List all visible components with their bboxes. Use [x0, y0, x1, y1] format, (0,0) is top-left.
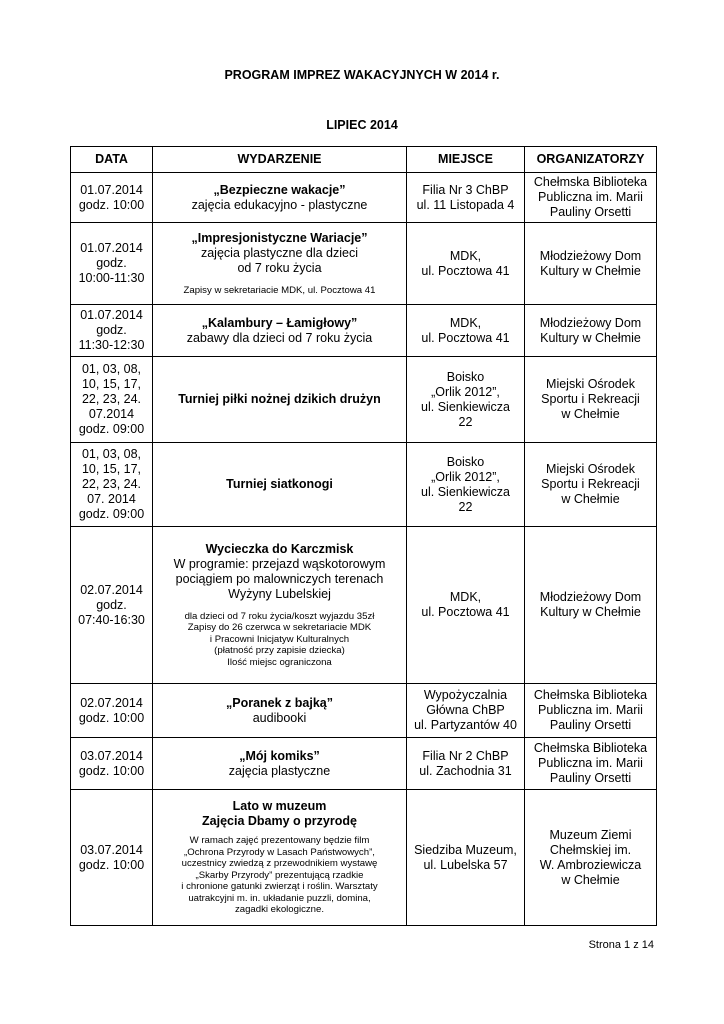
event-note: „Skarby Przyrody” prezentującą rzadkie	[195, 869, 364, 881]
event-note: zagadki ekologiczne.	[234, 904, 325, 916]
organizer-line: Pauliny Orsetti	[549, 771, 632, 785]
cell-place	[407, 443, 525, 527]
place-line: Siedziba Muzeum,	[414, 842, 517, 857]
event-note: dla dzieci od 7 roku życia/koszt wyjazdu 35zł	[184, 610, 375, 622]
place-line: ul. Sienkiewicza	[421, 399, 510, 414]
spacer	[156, 602, 403, 611]
place-line: ul. Pocztowa 41	[421, 605, 510, 619]
date-line: 03.07.2014	[80, 842, 143, 857]
place-line: ul. Sienkiewicza	[421, 484, 510, 499]
date-line: 11:30-12:30	[78, 338, 145, 352]
date-line: godz.	[96, 597, 127, 612]
organizer-line: Publiczna im. Marii	[538, 190, 643, 204]
event-note: Zapisy do 26 czerwca w sekretariacie MDK	[187, 622, 372, 634]
event-note: Ilość miejsc ograniczona	[227, 656, 332, 668]
event-title: „Mój komiks”	[239, 748, 320, 763]
table-row	[71, 443, 657, 527]
cell-event	[153, 443, 407, 527]
organizer-line: Kultury w Chełmie	[540, 330, 641, 345]
date-line: 22, 23, 24.	[81, 477, 142, 491]
place-line: „Orlik 2012”,	[431, 469, 500, 484]
table-row	[71, 173, 657, 223]
cell-organizers	[525, 223, 657, 305]
organizer-line: Sportu i Rekreacji	[541, 477, 640, 491]
date-line: 10:00-11:30	[78, 271, 145, 285]
cell-organizers	[525, 527, 657, 684]
event-note: uatrakcyjni m. in. układanie puzzli, domina,	[188, 892, 371, 904]
cell-event	[153, 305, 407, 357]
organizer-line: Pauliny Orsetti	[549, 718, 632, 732]
organizer-line: Kultury w Chełmie	[540, 605, 641, 619]
organizer-line: Muzeum Ziemi	[549, 827, 632, 842]
cell-event	[153, 790, 407, 926]
events-table	[70, 146, 657, 926]
date-line: godz. 10:00	[78, 197, 145, 212]
date-line: 01.07.2014	[80, 308, 143, 322]
date-line: 01.07.2014	[80, 182, 143, 197]
event-title: „Bezpieczne wakacje”	[213, 182, 346, 197]
organizer-line: W. Ambroziewicza	[539, 857, 642, 872]
cell-date	[71, 790, 153, 926]
event-description: od 7 roku życia	[237, 260, 322, 275]
table-row	[71, 527, 657, 684]
date-line: 22, 23, 24.	[81, 392, 142, 406]
place-line: ul. Lubelska 57	[423, 857, 508, 872]
table-header-row	[71, 147, 657, 173]
date-line: godz. 10:00	[78, 763, 145, 778]
event-note: uczestnicy zwiedzą z przewodnikiem wystawę	[181, 858, 378, 870]
organizer-line: Miejski Ośrodek	[546, 462, 635, 476]
cell-organizers	[525, 790, 657, 926]
page-number: Strona 1 z 14	[588, 939, 654, 951]
cell-date	[71, 223, 153, 305]
organizer-line: Młodzieżowy Dom	[539, 248, 642, 263]
event-title: Turniej siatkonogi	[226, 477, 333, 491]
header-place: MIEJSCE	[407, 147, 525, 173]
cell-place	[407, 357, 525, 443]
table-row	[71, 357, 657, 443]
place-line: „Orlik 2012”,	[431, 384, 500, 399]
organizer-line: w Chełmie	[561, 492, 620, 506]
event-description: W programie: przejazd wąskotorowym	[173, 556, 386, 571]
event-description: zabawy dla dzieci od 7 roku życia	[186, 330, 373, 345]
date-line: 03.07.2014	[80, 748, 143, 763]
cell-place	[407, 738, 525, 790]
place-line: Boisko	[446, 369, 485, 384]
cell-date	[71, 173, 153, 223]
event-description: zajęcia plastyczne dla dzieci	[200, 245, 359, 260]
header-organizers: ORGANIZATORZY	[525, 147, 657, 173]
cell-date	[71, 443, 153, 527]
event-subtitle: Zajęcia Dbamy o przyrodę	[202, 814, 357, 829]
cell-date	[71, 357, 153, 443]
cell-organizers	[525, 357, 657, 443]
event-note: (płatność przy zapisie dziecka)	[214, 645, 345, 657]
cell-event	[153, 684, 407, 738]
organizer-line: Pauliny Orsetti	[549, 205, 632, 219]
organizer-line: Chełmskiej im.	[549, 842, 632, 857]
date-line: godz. 10:00	[78, 710, 145, 725]
organizer-line: Chełmska Biblioteka	[533, 175, 648, 189]
cell-place	[407, 173, 525, 223]
organizer-line: w Chełmie	[561, 872, 620, 887]
place-line: MDK,	[449, 590, 482, 604]
event-description: Wyżyny Lubelskiej	[228, 586, 331, 601]
cell-event	[153, 173, 407, 223]
header-date: DATA	[71, 147, 153, 173]
organizer-line: Sportu i Rekreacji	[541, 392, 640, 406]
place-line: MDK,	[449, 248, 482, 263]
event-note: i Pracowni Inicjatyw Kulturalnych	[209, 633, 350, 645]
date-line: 01.07.2014	[80, 241, 143, 255]
date-line: 02.07.2014	[80, 582, 143, 597]
place-line: ul. 11 Listopada 4	[416, 197, 515, 212]
place-line: Filia Nr 3 ChBP	[422, 182, 509, 197]
place-line: 22	[458, 414, 473, 429]
page-title: PROGRAM IMPREZ WAKACYJNYCH W 2014 r.	[224, 68, 500, 82]
cell-place	[407, 684, 525, 738]
month-heading: LIPIEC 2014	[326, 118, 398, 132]
place-line: Boisko	[446, 454, 485, 469]
event-description: audibooki	[252, 710, 307, 725]
date-line: 10, 15, 17,	[81, 462, 142, 476]
date-line: godz.	[96, 256, 127, 270]
cell-date	[71, 684, 153, 738]
table-row	[71, 305, 657, 357]
cell-event	[153, 357, 407, 443]
cell-organizers	[525, 684, 657, 738]
place-line: MDK,	[449, 315, 482, 330]
organizer-line: Młodzieżowy Dom	[539, 315, 642, 330]
cell-event	[153, 738, 407, 790]
date-line: 07:40-16:30	[78, 612, 145, 627]
place-line: ul. Zachodnia 31	[419, 763, 512, 778]
event-description: zajęcia edukacyjno - plastyczne	[191, 197, 368, 212]
cell-event	[153, 527, 407, 684]
organizer-line: Publiczna im. Marii	[538, 756, 643, 770]
organizer-line: Miejski Ośrodek	[546, 377, 635, 391]
cell-organizers	[525, 443, 657, 527]
organizer-line: Publiczna im. Marii	[538, 703, 643, 717]
event-note: W ramach zajęć prezentowany będzie film	[189, 835, 370, 847]
place-line: ul. Pocztowa 41	[421, 330, 510, 345]
cell-organizers	[525, 305, 657, 357]
table-body	[71, 173, 657, 926]
table-row	[71, 790, 657, 926]
event-title: „Kalambury – Łamigłowy”	[201, 315, 358, 330]
spacer	[156, 276, 403, 285]
cell-date	[71, 738, 153, 790]
cell-place	[407, 527, 525, 684]
place-line: ul. Partyzantów 40	[414, 718, 517, 732]
cell-event	[153, 223, 407, 305]
organizer-line: Młodzieżowy Dom	[539, 590, 642, 604]
cell-organizers	[525, 738, 657, 790]
cell-date	[71, 305, 153, 357]
event-description: pociągiem po malowniczych terenach	[175, 571, 384, 586]
date-line: 01, 03, 08,	[81, 447, 142, 461]
cell-date	[71, 527, 153, 684]
date-line: godz.	[96, 323, 127, 337]
organizer-line: Chełmska Biblioteka	[533, 741, 648, 755]
table-row	[71, 223, 657, 305]
date-line: godz. 09:00	[78, 507, 145, 521]
place-line: 22	[458, 499, 473, 514]
event-note: „Ochrona Przyrody w Lasach Państwowych”,	[184, 846, 375, 858]
event-title: „Impresjonistyczne Wariacje”	[191, 230, 368, 245]
event-note: i chronione gatunki zwierząt i roślin. Warsztaty	[181, 881, 378, 893]
date-line: 07. 2014	[87, 492, 136, 506]
cell-place	[407, 790, 525, 926]
cell-organizers	[525, 173, 657, 223]
event-title: Lato w muzeum	[232, 799, 327, 814]
date-line: 07.2014	[88, 407, 135, 421]
event-description: zajęcia plastyczne	[228, 763, 331, 778]
date-line: godz. 10:00	[78, 857, 145, 872]
organizer-line: w Chełmie	[561, 407, 620, 421]
place-line: Wypożyczalnia	[423, 688, 508, 702]
date-line: 02.07.2014	[80, 695, 143, 710]
place-line: ul. Pocztowa 41	[421, 263, 510, 278]
place-line: Główna ChBP	[426, 703, 505, 717]
header-event: WYDARZENIE	[153, 147, 407, 173]
organizer-line: Kultury w Chełmie	[540, 263, 641, 278]
event-title: Turniej piłki nożnej dzikich drużyn	[178, 392, 381, 406]
cell-place	[407, 305, 525, 357]
event-title: Wycieczka do Karczmisk	[205, 541, 354, 556]
date-line: 10, 15, 17,	[81, 377, 142, 391]
table-row	[71, 684, 657, 738]
organizer-line: Chełmska Biblioteka	[533, 688, 648, 702]
place-line: Filia Nr 2 ChBP	[422, 748, 509, 763]
event-note: Zapisy w sekretariacie MDK, ul. Pocztowa 41	[183, 284, 376, 296]
table-row	[71, 738, 657, 790]
event-title: „Poranek z bajką”	[226, 695, 333, 710]
cell-place	[407, 223, 525, 305]
date-line: godz. 09:00	[78, 422, 145, 436]
date-line: 01, 03, 08,	[81, 362, 142, 376]
